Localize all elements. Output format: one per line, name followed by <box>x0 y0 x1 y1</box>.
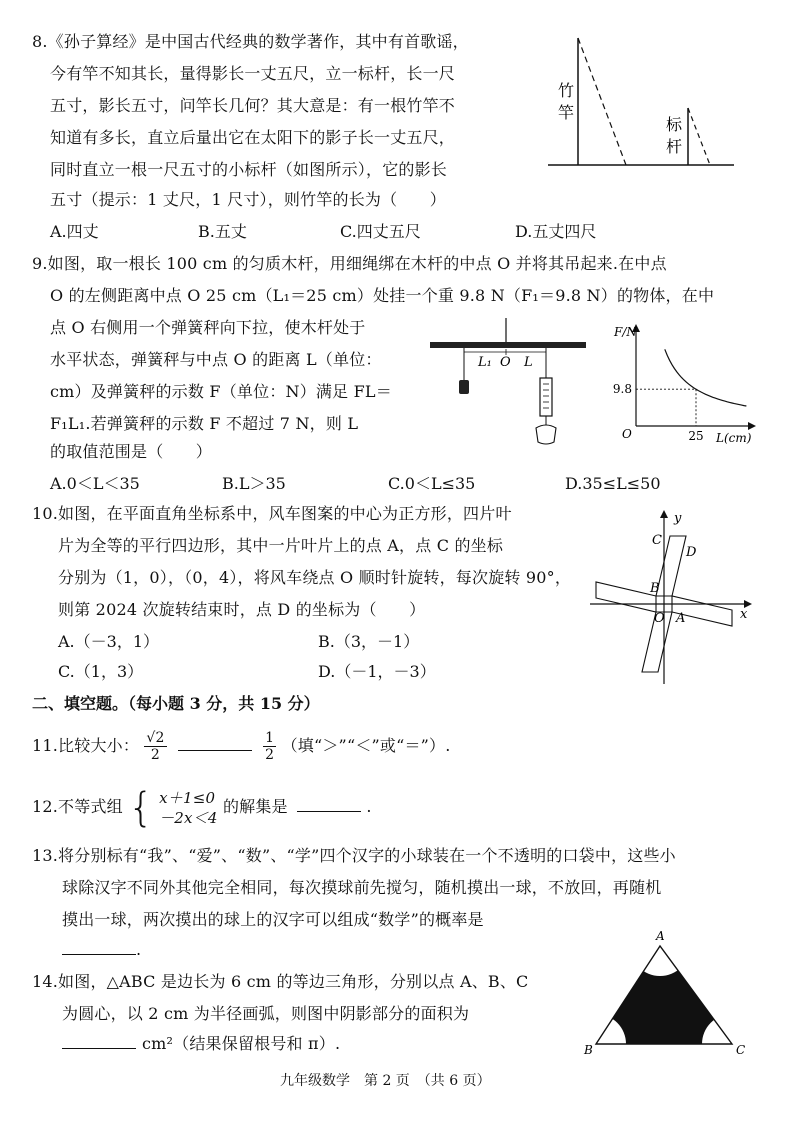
y-axis-label: F/N <box>614 325 637 339</box>
weight-block <box>459 380 469 394</box>
q13-line-3: 摸出一球，两次摸出的球上的汉字可以组成“数学”的概率是 <box>62 910 484 929</box>
q9-line-4: 水平状态，弹簧秤与中点 O 的距离 L（单位： <box>50 350 382 369</box>
q11-frac2-num: 1 <box>265 730 275 746</box>
q13-answer-line <box>62 940 141 960</box>
q13-line-2: 球除汉字不同外其他完全相同，每次摸球前先搅匀，随机摸出一球，不放回，再随机 <box>62 878 662 897</box>
q14-answer-line <box>62 1034 340 1054</box>
q11-prefix: 11.比较大小： <box>32 736 140 755</box>
q11-suffix: （填“＞”“＜”或“＝”）. <box>281 736 451 755</box>
q8-option-c[interactable]: C.四丈五尺 <box>340 222 421 241</box>
label-C: C <box>652 533 662 548</box>
q12-answer-blank[interactable] <box>297 797 361 812</box>
q10-line-3: 分别为（1，0），（0，4），将风车绕点 O 顺时针旋转，每次旋转 90°， <box>58 568 572 587</box>
q9-option-b[interactable]: B.L＞35 <box>222 474 286 493</box>
q9-option-c[interactable]: C.0＜L≤35 <box>388 474 476 493</box>
label-O: O <box>500 355 511 370</box>
q11-fraction-2 <box>263 730 276 763</box>
q8-line-4: 知道有多长，直立后量出它在太阳下的影子长一丈五尺， <box>50 128 456 147</box>
q9-fl-graph <box>610 320 760 450</box>
q10-line-2: 片为全等的平行四边形，其中一片叶片上的点 A，点 C 的坐标 <box>58 536 504 555</box>
q12-system <box>159 788 218 828</box>
label-C: C <box>736 1043 746 1056</box>
q13-answer-blank[interactable] <box>62 940 136 955</box>
q8-line-2: 今有竿不知其长，量得影长一丈五尺，立一标杆，长一尺 <box>50 64 456 83</box>
q8-line-6: 五寸（提示：1 丈尺，1 尺寸），则竹竿的长为（ ） <box>50 190 446 209</box>
q9-line-7: 的取值范围是（ ） <box>50 442 213 461</box>
label-y: y <box>674 511 682 526</box>
bamboo-label-1: 竹 <box>558 81 575 100</box>
q10-windmill-figure <box>590 508 760 684</box>
q9-line-2: O 的左侧距离中点 O 25 cm（L₁＝25 cm）处挂一个重 9.8 N（F₁＝9.8 N）的物体，在中 <box>50 286 715 305</box>
stick-label-1: 标 <box>666 115 683 134</box>
q12-inequality-2: －2x＜4 <box>159 808 218 827</box>
q12-prefix: 12.不等式组 <box>32 797 123 816</box>
q12-end: . <box>366 797 372 816</box>
page-footer: 九年级数学 第 2 页 （共 6 页） <box>280 1073 491 1089</box>
q9-option-a[interactable]: A.0＜L＜35 <box>50 474 140 493</box>
q14-triangle-figure <box>582 930 752 1056</box>
x-axis-arrow <box>748 422 756 430</box>
q8-line-5: 同时直立一根一尺五寸的小标杆（如图所示），它的影长 <box>50 160 448 179</box>
marker-shadow-ray <box>688 108 710 165</box>
q12-inequality-1: x＋1≤0 <box>159 788 216 807</box>
inverse-curve <box>665 349 747 406</box>
q8-option-a[interactable]: A.四丈 <box>50 222 99 241</box>
q10-option-d[interactable]: D.（－1，－3） <box>318 662 436 681</box>
q13-line-1: 13.将分别标有“我”、“爱”、“数”、“学”四个汉字的小球装在一个不透明的口袋中，这些小 <box>32 846 676 865</box>
q14-line-2: 为圆心，以 2 cm 为半径画弧，则图中阴影部分的面积为 <box>62 1004 470 1023</box>
label-L1: L₁ <box>478 355 492 370</box>
q10-option-b[interactable]: B.（3，－1） <box>318 632 420 651</box>
label-D: D <box>686 545 697 560</box>
q8-option-d[interactable]: D.五丈四尺 <box>515 222 597 241</box>
label-A: A <box>676 611 686 626</box>
q11-frac2-den: 2 <box>265 747 275 763</box>
q9-line-1: 9.如图，取一根长 100 cm 的匀质木杆，用细绳绑在木杆的中点 O 并将其吊起来.在中点 <box>32 254 667 273</box>
q10-line-1: 10.如图，在平面直角坐标系中，风车图案的中心为正方形，四片叶 <box>32 504 512 523</box>
label-A: A <box>656 930 665 943</box>
x-axis-label: L(cm) <box>716 431 752 445</box>
q9-line-3: 点 O 右侧用一个弹簧秤向下拉，使木杆处于 <box>50 318 366 337</box>
bamboo-shadow-ray <box>578 38 626 165</box>
q11-fraction-1 <box>144 730 166 763</box>
bamboo-label-2: 竿 <box>558 103 575 122</box>
label-L: L <box>524 355 533 370</box>
stick-label-2: 杆 <box>666 137 683 156</box>
x-tick-label: 25 <box>688 429 704 443</box>
label-x: x <box>740 607 748 622</box>
origin-label: O <box>622 427 632 441</box>
q11-frac1-num: √2 <box>146 730 165 746</box>
q11-answer-blank[interactable] <box>178 736 252 751</box>
q9-option-d[interactable]: D.35≤L≤50 <box>565 474 661 493</box>
q14-unit: cm²（结果保留根号和 π）. <box>142 1034 341 1053</box>
question-12 <box>32 784 372 830</box>
blade-left <box>596 582 656 612</box>
hand-icon <box>536 425 556 444</box>
label-B: B <box>650 581 660 596</box>
section-2-title: 二、填空题。（每小题 3 分，共 15 分） <box>32 694 320 713</box>
q12-brace: { <box>128 784 154 831</box>
q9-line-6: F₁L₁.若弹簧秤的示数 F 不超过 7 N，则 L <box>50 414 359 433</box>
q8-line-3: 五寸，影长五寸，问竿长几何？其大意是：有一根竹竿不 <box>50 96 456 115</box>
q9-line-5: cm）及弹簧秤的示数 F（单位：N）满足 FL＝ <box>50 382 392 401</box>
label-O: O <box>654 611 665 626</box>
q14-line-1: 14.如图，△ABC 是边长为 6 cm 的等边三角形，分别以点 A、B、C <box>32 972 529 991</box>
q13-end: . <box>136 940 142 959</box>
q10-option-a[interactable]: A.（－3，1） <box>58 632 160 651</box>
q14-answer-blank[interactable] <box>62 1034 136 1049</box>
q10-line-4: 则第 2024 次旋转结束时，点 D 的坐标为（ ） <box>58 600 426 619</box>
y-tick-label: 9.8 <box>612 382 632 397</box>
label-B: B <box>584 1043 593 1056</box>
q10-option-c[interactable]: C.（1，3） <box>58 662 144 681</box>
question-11 <box>32 726 451 766</box>
q8-bamboo-figure <box>548 30 734 172</box>
q8-line-1: 8.《孙子算经》是中国古代经典的数学著作，其中有首歌谣， <box>32 32 469 51</box>
q11-frac1-den: 2 <box>150 747 161 763</box>
q12-suffix: 的解集是 <box>222 797 288 816</box>
wooden-rod <box>430 342 586 348</box>
q8-option-b[interactable]: B.五丈 <box>198 222 247 241</box>
q9-lever-figure <box>428 318 588 448</box>
